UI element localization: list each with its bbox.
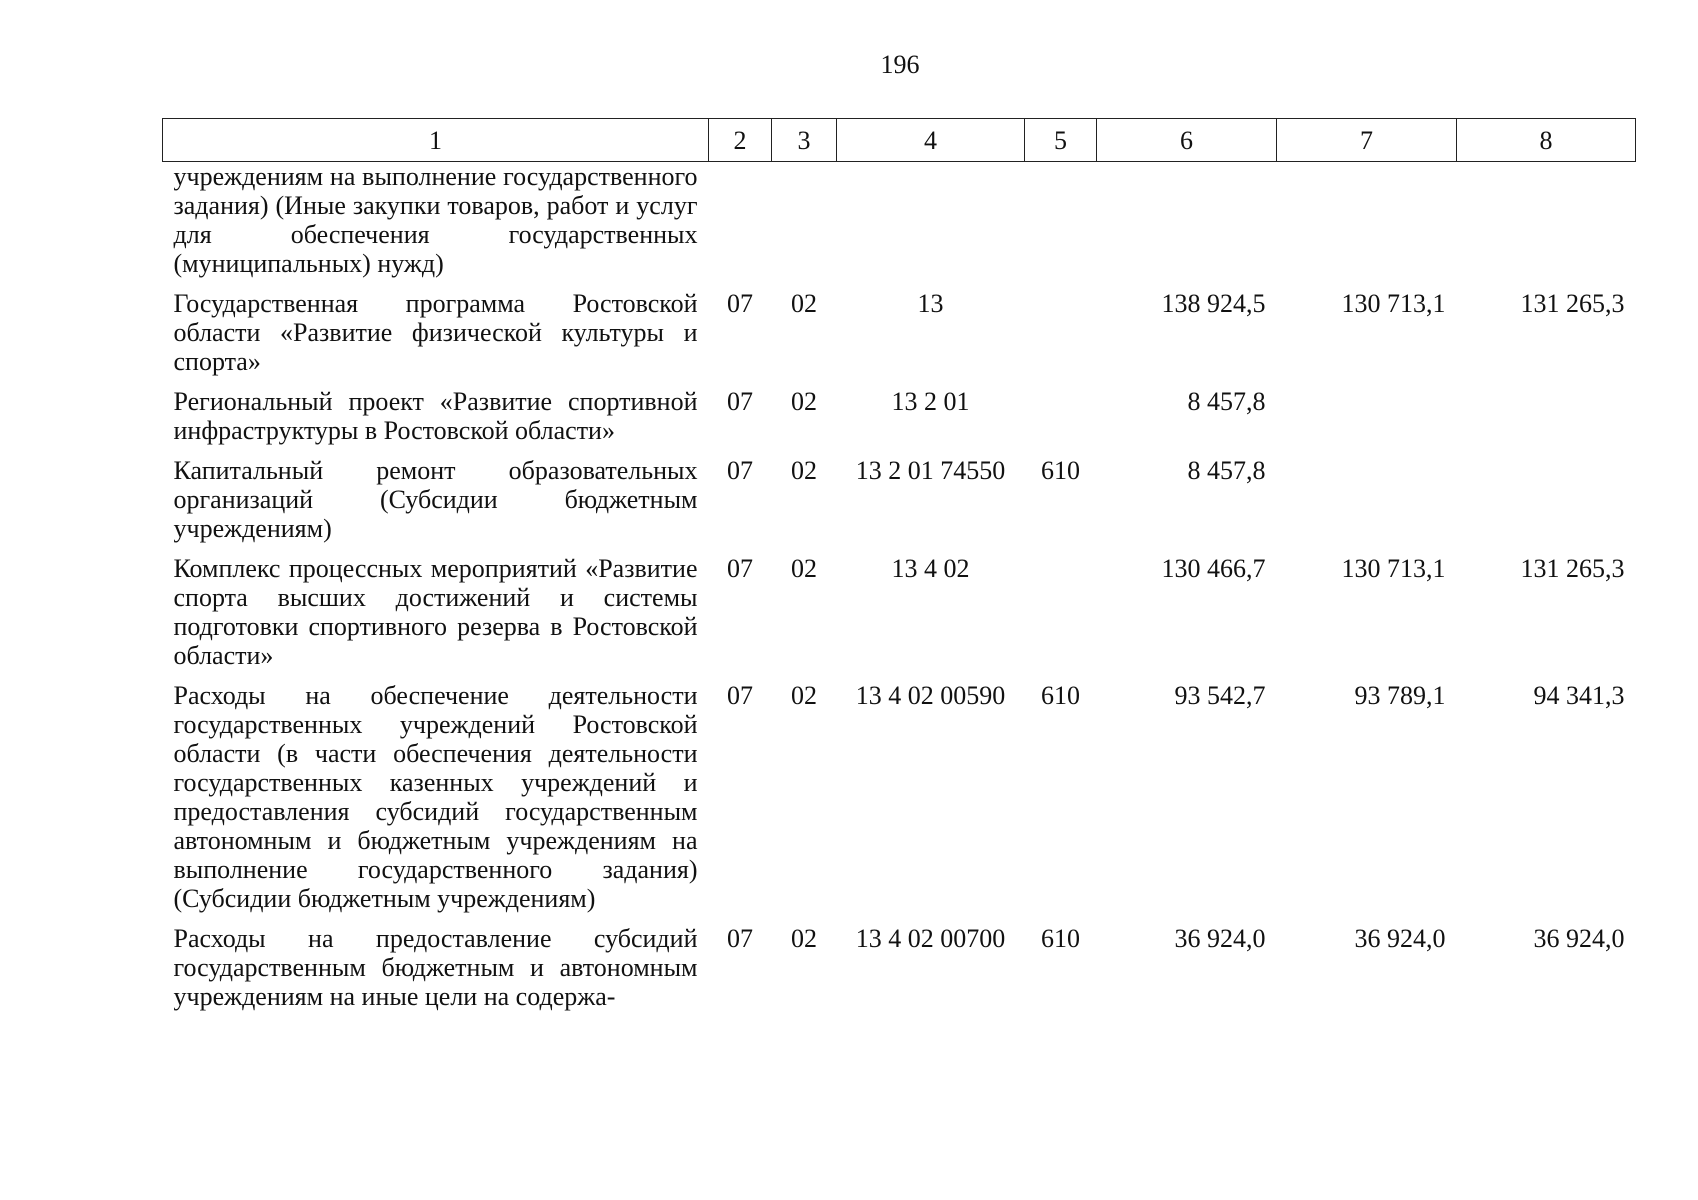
column-header-6: 6 — [1097, 119, 1277, 162]
expense-type-code — [1025, 289, 1097, 387]
amount-col-8 — [1457, 162, 1636, 290]
table-row — [163, 289, 1636, 387]
subsection-code: 02 — [791, 924, 817, 953]
amount-col-8: 131 265,3 — [1520, 289, 1625, 318]
column-header-5: 5 — [1025, 119, 1097, 162]
row-description: Расходы на предоставление субсидий государственным бюджетным и автономным учреждениям на иные цели на содержа- — [173, 924, 698, 1011]
expense-type-code — [1025, 387, 1097, 456]
table-row — [163, 456, 1636, 554]
target-article-code: 13 2 01 — [891, 387, 970, 416]
row-description: Государственная программа Ростовской области «Развитие физической культуры и спорта» — [173, 289, 698, 376]
table-body — [163, 162, 1636, 1023]
expense-type-code — [1025, 162, 1097, 290]
amount-col-7 — [1277, 456, 1457, 554]
column-header-7: 7 — [1277, 119, 1457, 162]
amount-col-6: 36 924,0 — [1174, 924, 1266, 953]
budget-table — [162, 118, 1636, 1022]
section-code: 07 — [727, 387, 753, 416]
section-code: 07 — [727, 554, 753, 583]
section-code: 07 — [727, 289, 753, 318]
expense-type-code — [1025, 554, 1097, 681]
row-description: учреждениям на выполнение государственного задания) (Иные закупки товаров, работ и услуг для обеспечения государственных (муниципальных) нужд) — [173, 162, 698, 278]
amount-col-7 — [1277, 387, 1457, 456]
amount-col-7 — [1277, 162, 1457, 290]
amount-col-7: 93 789,1 — [1354, 681, 1446, 710]
amount-col-8 — [1457, 387, 1636, 456]
section-code: 07 — [727, 456, 753, 485]
target-article-code: 13 4 02 00590 — [855, 681, 1006, 710]
expense-type-code: 610 — [1041, 681, 1080, 710]
table-row — [163, 554, 1636, 681]
amount-col-8 — [1457, 456, 1636, 554]
row-description: Региональный проект «Развитие спортивной инфраструктуры в Ростовской области» — [173, 387, 698, 445]
column-header-3: 3 — [772, 119, 837, 162]
subsection-code: 02 — [791, 289, 817, 318]
amount-col-7: 36 924,0 — [1354, 924, 1446, 953]
target-article-code — [837, 162, 1025, 290]
column-header-8: 8 — [1457, 119, 1636, 162]
target-article-code: 13 2 01 74550 — [855, 456, 1006, 485]
section-code: 07 — [727, 681, 753, 710]
target-article-code: 13 — [917, 289, 944, 318]
column-header-2: 2 — [709, 119, 772, 162]
column-header-1: 1 — [163, 119, 709, 162]
section-code: 07 — [727, 924, 753, 953]
amount-col-6: 8 457,8 — [1187, 456, 1266, 485]
expense-type-code: 610 — [1041, 924, 1080, 953]
expense-type-code: 610 — [1041, 456, 1080, 485]
table-header — [163, 119, 1636, 162]
table-row — [163, 387, 1636, 456]
subsection-code: 02 — [791, 681, 817, 710]
column-header-4: 4 — [837, 119, 1025, 162]
table-row — [163, 681, 1636, 924]
row-description: Расходы на обеспечение деятельности государственных учреждений Ростовской области (в части обеспечения деятельности государственных казенных учреждений и предоставления субсидий государственным автономным и бюджетным учреждениям на выполнение государственного задания) (Субсидии бюджетным учреждениям) — [173, 681, 698, 913]
amount-col-6: 130 466,7 — [1161, 554, 1266, 583]
table-row — [163, 162, 1636, 290]
amount-col-8: 36 924,0 — [1533, 924, 1625, 953]
amount-col-8: 131 265,3 — [1520, 554, 1625, 583]
subsection-code: 02 — [791, 554, 817, 583]
row-description: Комплекс процессных мероприятий «Развитие спорта высших достижений и системы подготовки спортивного резерва в Ростовской области» — [173, 554, 698, 670]
row-description: Капитальный ремонт образовательных организаций (Субсидии бюджетным учреждениям) — [173, 456, 698, 543]
target-article-code: 13 4 02 00700 — [855, 924, 1006, 953]
subsection-code — [772, 162, 837, 290]
amount-col-6: 8 457,8 — [1187, 387, 1266, 416]
amount-col-6: 138 924,5 — [1161, 289, 1266, 318]
table-row — [163, 924, 1636, 1022]
header-row — [163, 119, 1636, 162]
amount-col-6 — [1097, 162, 1277, 290]
amount-col-6: 93 542,7 — [1174, 681, 1266, 710]
page-number: 196 — [880, 50, 920, 79]
section-code — [709, 162, 772, 290]
target-article-code: 13 4 02 — [891, 554, 970, 583]
subsection-code: 02 — [791, 456, 817, 485]
subsection-code: 02 — [791, 387, 817, 416]
amount-col-8: 94 341,3 — [1533, 681, 1625, 710]
amount-col-7: 130 713,1 — [1341, 554, 1446, 583]
amount-col-7: 130 713,1 — [1341, 289, 1446, 318]
